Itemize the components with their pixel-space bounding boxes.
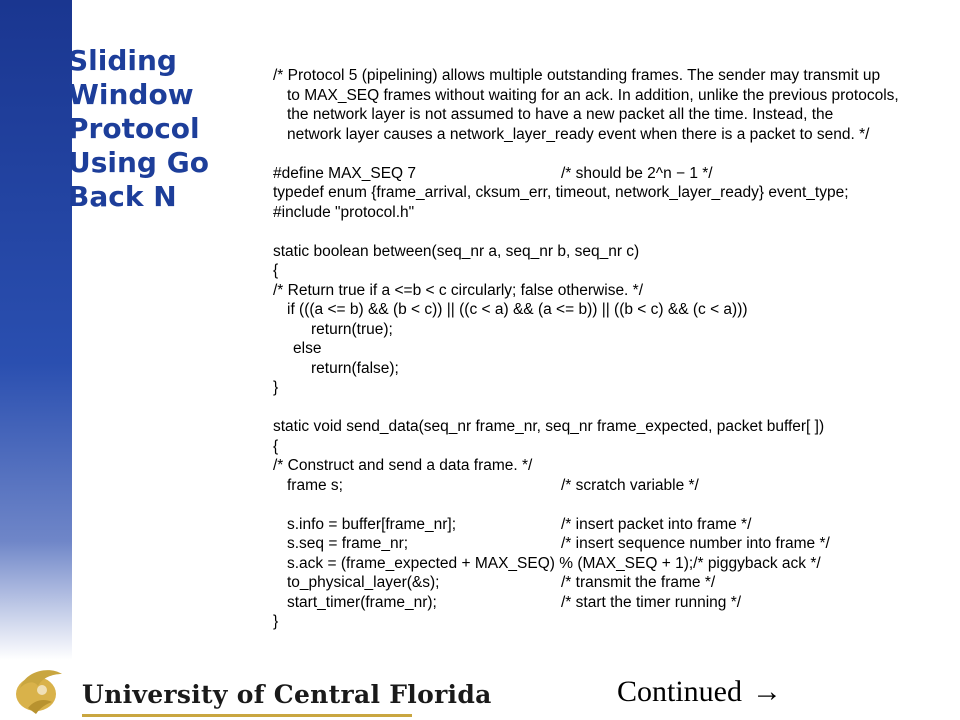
code-line: else	[293, 340, 322, 357]
title-line: Protocol	[68, 112, 200, 145]
code-text: to_physical_layer(&s);	[287, 574, 440, 591]
code-line-body	[273, 593, 959, 613]
code-line: {	[273, 437, 279, 455]
slide-title	[68, 44, 248, 214]
code-line-frame-decl	[273, 476, 959, 496]
code-text: s.ack = (frame_expected + MAX_SEQ) % (MAX_SEQ + 1);/* piggyback ack */	[287, 554, 821, 572]
right-arrow-icon: →	[752, 675, 782, 708]
continued-text: Continued	[617, 675, 742, 708]
code-text: s.info = buffer[frame_nr];	[287, 515, 457, 533]
code-line: /* Protocol 5 (pipelining) allows multiple outstanding frames. The sender may transmit up	[273, 67, 881, 84]
code-line: to MAX_SEQ frames without waiting for an ack. In addition, unlike the previous protocols,	[287, 86, 899, 104]
university-name: University of Central Florida	[82, 680, 492, 709]
code-text: start_timer(frame_nr);	[287, 593, 437, 611]
code-comment: /* scratch variable */	[561, 476, 699, 494]
code-comment: /* start the timer running */	[561, 593, 742, 611]
code-line: }	[273, 379, 279, 396]
code-line: the network layer is not assumed to have a new packet all the time. Instead, the	[287, 106, 834, 123]
code-line-body	[273, 534, 959, 554]
code-line: network layer causes a network_layer_ready event when there is a packet to send. */	[287, 125, 870, 143]
title-line: Using Go	[68, 146, 209, 179]
code-comment: /* transmit the frame */	[561, 574, 716, 591]
code-text: frame s;	[287, 476, 343, 494]
code-comment: /* insert packet into frame */	[561, 515, 752, 533]
code-comment: /* should be 2^n − 1 */	[561, 164, 713, 182]
code-line: /* Return true if a <=b < c circularly; false otherwise. */	[273, 281, 644, 299]
footer-rule	[82, 714, 412, 717]
code-line: return(false);	[311, 359, 399, 377]
code-listing	[273, 66, 959, 632]
pegasus-logo-icon	[6, 664, 76, 716]
code-line: {	[273, 262, 279, 279]
code-comment: /* insert sequence number into frame */	[561, 535, 830, 552]
code-line: }	[273, 613, 279, 630]
code-text: #define MAX_SEQ 7	[273, 164, 417, 182]
code-line: return(true);	[311, 320, 393, 338]
code-line: /* Construct and send a data frame. */	[273, 457, 533, 474]
title-line: Sliding	[68, 44, 177, 77]
code-line: if (((a <= b) && (b < c)) || ((c < a) && (a <= b)) || ((b < c) && (c < a)))	[287, 301, 748, 318]
continued-label	[617, 675, 782, 709]
title-line: Back N	[68, 180, 177, 213]
side-accent-bar	[0, 0, 72, 660]
code-line: #include "protocol.h"	[273, 203, 415, 221]
code-line-body	[273, 554, 959, 574]
code-line-body	[273, 573, 959, 593]
code-line: static void send_data(seq_nr frame_nr, seq_nr frame_expected, packet buffer[ ])	[273, 418, 825, 435]
code-line: typedef enum {frame_arrival, cksum_err, timeout, network_layer_ready} event_type;	[273, 184, 849, 201]
code-text: s.seq = frame_nr;	[287, 535, 409, 552]
code-line-define	[273, 164, 959, 184]
code-line: static boolean between(seq_nr a, seq_nr b, seq_nr c)	[273, 242, 640, 260]
code-line-body	[273, 515, 959, 535]
title-line: Window	[68, 78, 194, 111]
